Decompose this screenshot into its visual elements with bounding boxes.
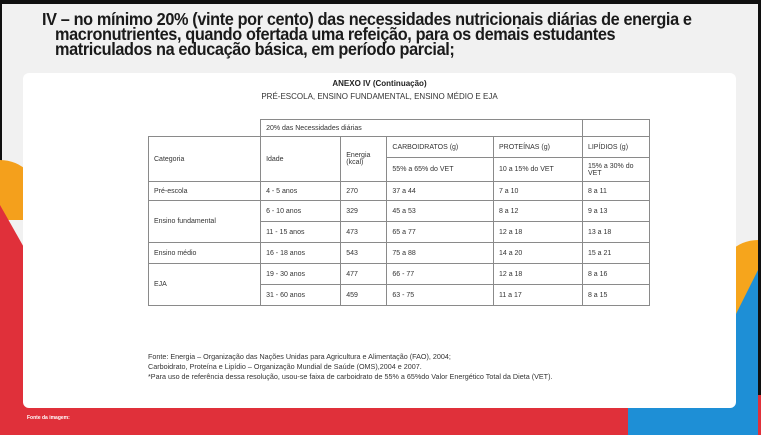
annex-panel bbox=[23, 73, 736, 408]
table-empty-cell bbox=[149, 120, 261, 137]
cell-proteinas: 12 a 18 bbox=[493, 222, 582, 243]
cell-categoria: Ensino médio bbox=[149, 243, 261, 264]
cell-proteinas: 7 a 10 bbox=[493, 182, 582, 201]
subheader-carboidratos: 55% a 65% do VET bbox=[387, 158, 494, 182]
cell-lipidios: 8 a 15 bbox=[582, 285, 649, 306]
cell-lipidios: 13 a 18 bbox=[582, 222, 649, 243]
nutrition-table bbox=[148, 119, 650, 306]
subheader-lipidios: 15% a 30% do VET bbox=[582, 158, 649, 182]
table-row bbox=[149, 182, 650, 201]
source-line-2: Carboidrato, Proteína e Lipídio – Organização Mundial de Saúde (OMS),2004 e 2007. bbox=[148, 362, 422, 371]
cell-carboidratos: 65 a 77 bbox=[387, 222, 494, 243]
cell-carboidratos: 45 a 53 bbox=[387, 201, 494, 222]
annex-title: ANEXO IV (Continuação) bbox=[332, 79, 427, 88]
header-categoria: Categoria bbox=[149, 137, 261, 182]
header-idade: Idade bbox=[261, 137, 341, 182]
table-row bbox=[149, 243, 650, 264]
cell-categoria: Ensino fundamental bbox=[149, 201, 261, 243]
subheader-proteinas: 10 a 15% do VET bbox=[493, 158, 582, 182]
cell-lipidios: 8 a 16 bbox=[582, 264, 649, 285]
cell-proteinas: 14 a 20 bbox=[493, 243, 582, 264]
header-proteinas: PROTEÍNAS (g) bbox=[493, 137, 582, 158]
cell-carboidratos: 37 a 44 bbox=[387, 182, 494, 201]
cell-energia: 543 bbox=[341, 243, 387, 264]
cell-energia: 270 bbox=[341, 182, 387, 201]
heading-line-3: matriculados na educação básica, em período parcial; bbox=[55, 39, 455, 59]
cell-idade: 11 - 15 anos bbox=[261, 222, 341, 243]
cell-idade: 6 - 10 anos bbox=[261, 201, 341, 222]
cell-idade: 16 - 18 anos bbox=[261, 243, 341, 264]
source-note bbox=[148, 352, 658, 382]
table-row bbox=[149, 264, 650, 285]
cell-energia: 473 bbox=[341, 222, 387, 243]
header-carboidratos: CARBOIDRATOS (g) bbox=[387, 137, 494, 158]
cell-idade: 4 - 5 anos bbox=[261, 182, 341, 201]
cell-proteinas: 8 a 12 bbox=[493, 201, 582, 222]
cell-lipidios: 9 a 13 bbox=[582, 201, 649, 222]
image-source-caption: Fonte da imagem: bbox=[27, 415, 70, 421]
header-energia: Energia (kcal) bbox=[341, 137, 387, 182]
cell-categoria: Pré-escola bbox=[149, 182, 261, 201]
cell-carboidratos: 63 - 75 bbox=[387, 285, 494, 306]
cell-energia: 477 bbox=[341, 264, 387, 285]
cell-proteinas: 11 a 17 bbox=[493, 285, 582, 306]
source-line-3: *Para uso de referência dessa resolução, usou-se faixa de carboidrato de 55% a 65%do Valor Energético Total da Dieta (VET). bbox=[148, 372, 553, 381]
heading-line-2: macronutrientes, quando ofertada uma refeição, para os demais estudantes bbox=[55, 24, 616, 44]
table-empty-cell bbox=[582, 120, 649, 137]
cell-lipidios: 15 a 21 bbox=[582, 243, 649, 264]
cell-carboidratos: 75 a 88 bbox=[387, 243, 494, 264]
table-group-header-row bbox=[149, 120, 650, 137]
window-top-edge bbox=[0, 0, 761, 4]
cell-carboidratos: 66 - 77 bbox=[387, 264, 494, 285]
table-header-row bbox=[149, 137, 650, 158]
slide-heading bbox=[42, 9, 693, 59]
table-row bbox=[149, 201, 650, 222]
cell-proteinas: 12 a 18 bbox=[493, 264, 582, 285]
heading-line-1: IV – no mínimo 20% (vinte por cento) das necessidades nutricionais diárias de energia e bbox=[42, 9, 692, 29]
cell-categoria: EJA bbox=[149, 264, 261, 306]
group-header-cell: 20% das Necessidades diárias bbox=[261, 120, 583, 137]
cell-idade: 31 - 60 anos bbox=[261, 285, 341, 306]
cell-idade: 19 - 30 anos bbox=[261, 264, 341, 285]
annex-subtitle: PRÉ-ESCOLA, ENSINO FUNDAMENTAL, ENSINO MÉDIO E EJA bbox=[261, 92, 498, 101]
source-line-1: Fonte: Energia – Organização das Nações Unidas para Agricultura e Alimentação (FAO), 2004; bbox=[148, 352, 451, 361]
cell-lipidios: 8 a 11 bbox=[582, 182, 649, 201]
cell-energia: 329 bbox=[341, 201, 387, 222]
header-lipidios: LIPÍDIOS (g) bbox=[582, 137, 649, 158]
cell-energia: 459 bbox=[341, 285, 387, 306]
